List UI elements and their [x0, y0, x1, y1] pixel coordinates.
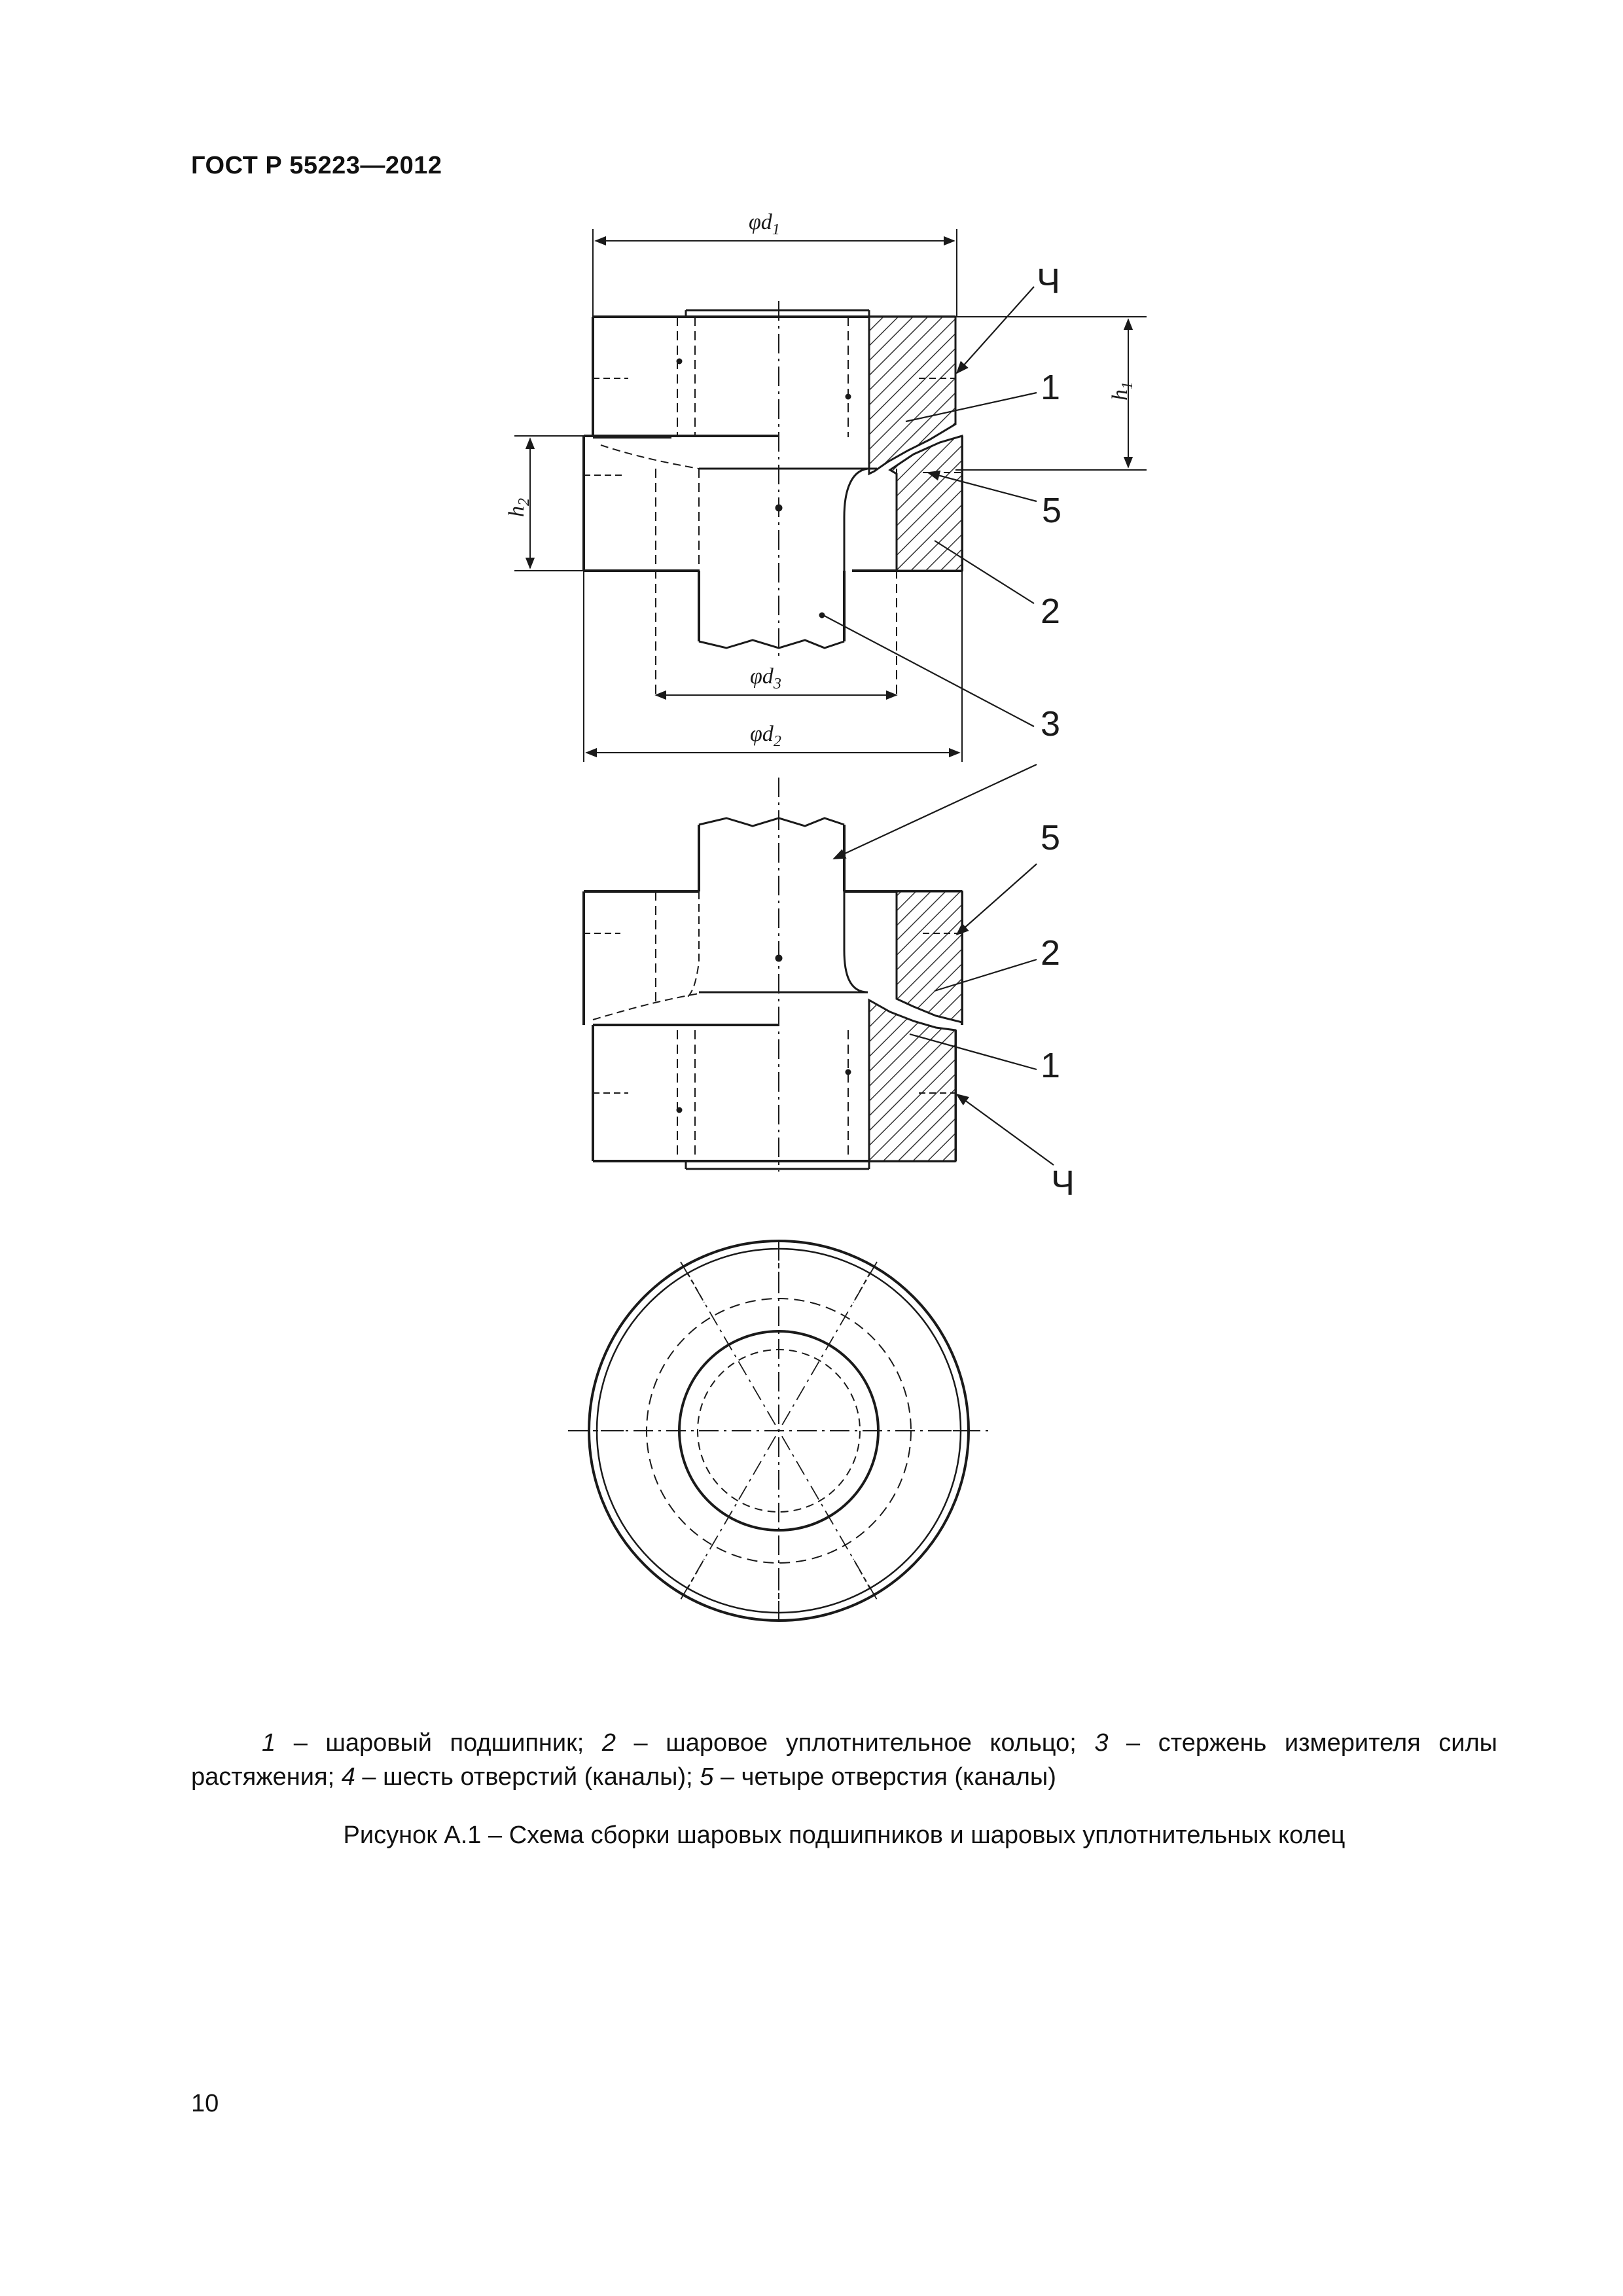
- tension-rod-middle: [699, 818, 844, 891]
- legend-item-5-number: 5: [700, 1763, 714, 1791]
- callout-1-top: 1: [1041, 368, 1061, 407]
- legend-item-1-text: – шаровый подшипник;: [276, 1729, 602, 1757]
- legend-item-2-text: – шаровое уплотнительное кольцо;: [615, 1729, 1095, 1757]
- legend-item-3-text: – стержень измерителя силы растяжения;: [191, 1729, 1497, 1791]
- seal-ring-top: [584, 436, 962, 695]
- tension-rod-top: [699, 571, 844, 648]
- document-header-standard-id: ГОСТ Р 55223—2012: [191, 152, 442, 179]
- figure-caption: Рисунок А.1 – Схема сборки шаровых подшипников и шаровых уплотнительных колец: [343, 1821, 1346, 1849]
- figure-legend: [191, 1726, 1497, 1794]
- legend-item-4-text: – шесть отверстий (каналы);: [355, 1763, 700, 1791]
- dimension-d1: [593, 229, 957, 317]
- callout-5-top: 5: [1042, 491, 1062, 530]
- seal-ring-middle: [584, 891, 962, 1025]
- callout-1-middle: 1: [1041, 1046, 1061, 1085]
- legend-item-2-number: 2: [601, 1729, 616, 1757]
- callout-3: 3: [1041, 704, 1061, 744]
- plan-view: [568, 1241, 990, 1622]
- legend-item-1-number: 1: [262, 1729, 276, 1757]
- callout-5-middle: 5: [1041, 818, 1061, 857]
- dimension-d2-label: $\varphi d_2$: [750, 722, 781, 750]
- dimension-d3-label: $\varphi d_3$: [750, 664, 781, 692]
- callout-2-middle: 2: [1041, 933, 1061, 973]
- ball-bearing-middle: [593, 1000, 955, 1169]
- dimension-h2-label: $h_2$: [505, 498, 533, 517]
- page-number: 10: [191, 2090, 219, 2117]
- figure-labels: [505, 210, 1136, 1203]
- callout-2-top: 2: [1041, 592, 1061, 631]
- ball-bearing-top: [593, 310, 955, 474]
- middle-assembly-view: [584, 764, 1054, 1172]
- dimension-h1-label: $h_1$: [1108, 382, 1136, 401]
- dimension-d1-label: $\varphi d_1$: [749, 210, 780, 238]
- legend-item-5-text: – четыре отверстия (каналы): [713, 1763, 1056, 1791]
- legend-item-4-number: 4: [341, 1763, 355, 1791]
- legend-item-3-number: 3: [1094, 1729, 1109, 1757]
- callout-4-top: Ч: [1037, 262, 1060, 301]
- callout-4-middle: Ч: [1051, 1164, 1075, 1203]
